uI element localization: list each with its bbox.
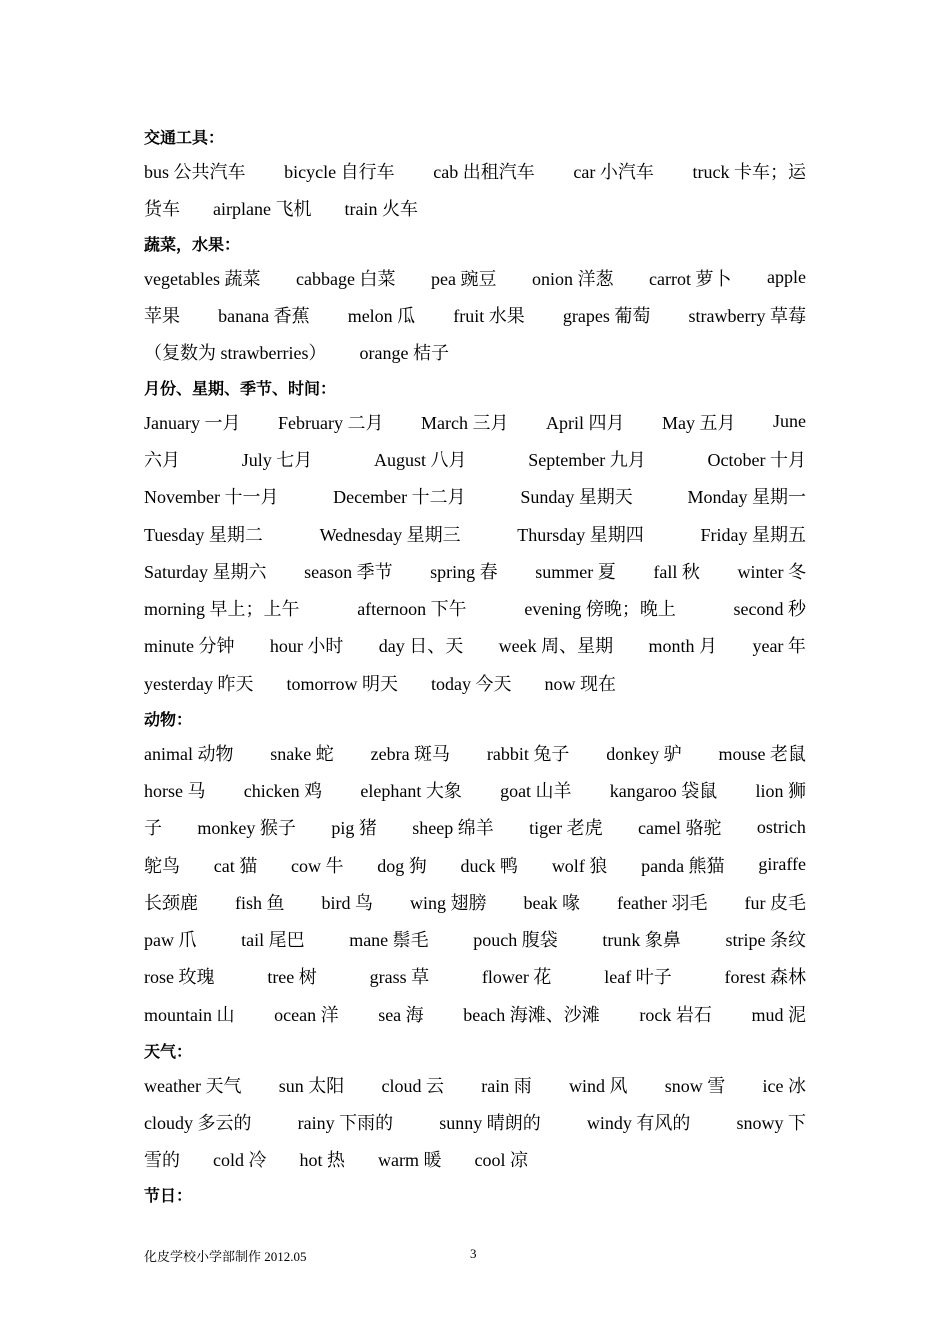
vocab-entry: cloud 云 xyxy=(381,1075,444,1096)
vocab-entry: camel 骆驼 xyxy=(638,818,722,839)
vocab-entry: tree 树 xyxy=(267,967,317,988)
vocab-entry: warm 暖 xyxy=(378,1150,442,1171)
vocab-entry: November 十一月 xyxy=(144,487,279,508)
vocab-entry: evening 傍晚；晚上 xyxy=(524,599,676,620)
vocab-entry: season 季节 xyxy=(304,561,393,582)
vocab-line xyxy=(144,440,806,477)
vocab-entry: car 小汽车 xyxy=(573,161,654,182)
vocab-entry: hot 热 xyxy=(299,1150,346,1171)
vocab-entry: dog 狗 xyxy=(377,855,427,876)
vocab-entry: week 周、星期 xyxy=(498,636,614,657)
vocab-entry: donkey 驴 xyxy=(606,743,682,764)
vocab-entry: stripe 条纹 xyxy=(725,930,806,951)
vocab-entry: Friday 星期五 xyxy=(700,524,806,545)
vocab-entry: weather 天气 xyxy=(144,1075,242,1096)
vocab-entry: carrot 萝卜 xyxy=(649,268,732,289)
vocab-entry: December 十二月 xyxy=(333,487,466,508)
vocab-line xyxy=(144,809,806,846)
section-heading: 月份、星期、季节、时间： xyxy=(144,379,337,398)
vocab-entry: orange 桔子 xyxy=(359,343,449,364)
vocab-entry: September 九月 xyxy=(528,449,646,470)
vocab-entry: fruit 水果 xyxy=(453,305,525,326)
vocab-entry: rose 玫瑰 xyxy=(144,967,215,988)
vocab-entry: snow 雪 xyxy=(664,1075,726,1096)
vocab-entry: zebra 斑马 xyxy=(370,743,451,764)
section xyxy=(144,124,806,227)
section xyxy=(144,375,806,701)
vocab-entry: grass 草 xyxy=(369,967,430,988)
vocab-entry: cow 牛 xyxy=(291,855,344,876)
vocab-entry: tomorrow 明天 xyxy=(286,673,398,694)
vocab-entry: 六月 xyxy=(144,449,180,470)
vocab-entry: mountain 山 xyxy=(144,1004,235,1025)
vocab-entry: feather 羽毛 xyxy=(616,892,708,913)
vocab-line xyxy=(144,883,806,920)
vocab-entry: ocean 洋 xyxy=(274,1004,339,1025)
vocab-entry: August 八月 xyxy=(374,449,467,470)
section xyxy=(144,706,806,1032)
vocab-entry: May 五月 xyxy=(661,412,736,433)
vocab-entry: spring 春 xyxy=(430,561,498,582)
vocab-entry: giraffe xyxy=(758,854,806,875)
vocab-entry: animal 动物 xyxy=(144,743,234,764)
vocab-entry: beach 海滩、沙滩 xyxy=(463,1004,600,1025)
vocab-entry: mane 鬃毛 xyxy=(349,930,429,951)
vocab-entry: year 年 xyxy=(752,636,806,657)
vocab-entry: 鸵鸟 xyxy=(144,855,180,876)
vocab-line xyxy=(144,1103,806,1140)
vocab-entry: sun 太阳 xyxy=(278,1075,345,1096)
vocab-entry: Monday 星期一 xyxy=(687,487,806,508)
vocab-line xyxy=(144,664,806,701)
vocab-entry: cool 凉 xyxy=(474,1150,528,1171)
vocab-entry: now 现在 xyxy=(544,673,616,694)
vocab-entry: month 月 xyxy=(648,636,718,657)
vocab-entry: onion 洋葱 xyxy=(531,268,614,289)
vocab-entry: second 秒 xyxy=(733,599,806,620)
vocab-entry: sunny 晴朗的 xyxy=(439,1112,541,1133)
vocab-line xyxy=(144,334,806,371)
footer-text: 化皮学校小学部制作 2012.05 xyxy=(144,1249,307,1264)
vocab-line xyxy=(144,958,806,995)
vocab-entry: flower 花 xyxy=(481,967,552,988)
vocab-entry: April 四月 xyxy=(545,412,625,433)
vocab-entry: afternoon 下午 xyxy=(357,599,467,620)
vocab-line xyxy=(144,1141,806,1178)
vocab-entry: bicycle 自行车 xyxy=(284,161,395,182)
vocab-entry: October 十月 xyxy=(707,449,806,470)
section-heading: 节日： xyxy=(144,1186,193,1205)
vocab-entry: banana 香蕉 xyxy=(218,305,310,326)
vocab-line xyxy=(144,995,806,1032)
section xyxy=(144,1038,806,1178)
vocab-entry: snake 蛇 xyxy=(270,743,334,764)
vocab-entry: morning 早上；上午 xyxy=(144,599,300,620)
vocab-entry: chicken 鸡 xyxy=(243,780,323,801)
vocab-entry: pig 猪 xyxy=(331,818,377,839)
vocab-line xyxy=(144,734,806,771)
vocab-entry: duck 鸭 xyxy=(460,855,519,876)
vocab-entry: paw 爪 xyxy=(144,930,197,951)
vocab-entry: cloudy 多云的 xyxy=(144,1112,252,1133)
vocab-entry: wing 翅膀 xyxy=(410,892,487,913)
section-heading: 天气： xyxy=(144,1042,193,1061)
vocab-entry: Thursday 星期四 xyxy=(517,524,644,545)
section xyxy=(144,231,806,371)
vocab-entry: March 三月 xyxy=(420,412,509,433)
vocab-entry: summer 夏 xyxy=(535,561,616,582)
vocab-line xyxy=(144,189,806,226)
vocab-line xyxy=(144,296,806,333)
section-heading: 动物： xyxy=(144,710,193,729)
vocab-entry: train 火车 xyxy=(344,198,418,219)
vocab-entry: fish 鱼 xyxy=(235,892,285,913)
vocab-entry: 苹果 xyxy=(144,305,180,326)
vocab-entry: July 七月 xyxy=(241,449,313,470)
vocab-entry: tiger 老虎 xyxy=(529,818,603,839)
vocab-entry: Sunday 星期天 xyxy=(520,487,633,508)
vocab-entry: 雪的 xyxy=(144,1150,180,1171)
vocab-entry: elephant 大象 xyxy=(360,780,462,801)
vocab-entry: winter 冬 xyxy=(737,561,806,582)
vocab-entry: sea 海 xyxy=(378,1004,424,1025)
vocab-entry: 长颈鹿 xyxy=(144,892,198,913)
vocab-entry: kangaroo 袋鼠 xyxy=(609,780,718,801)
vocab-line xyxy=(144,515,806,552)
vocab-line xyxy=(144,259,806,296)
vocab-entry: mud 泥 xyxy=(751,1004,806,1025)
vocab-line xyxy=(144,403,806,440)
vocab-entry: fur 皮毛 xyxy=(744,892,806,913)
vocab-entry: monkey 猴子 xyxy=(197,818,296,839)
vocab-entry: cold 冷 xyxy=(213,1150,267,1171)
vocab-line xyxy=(144,152,806,189)
vocab-entry: 货车 xyxy=(144,198,180,219)
vocab-entry: yesterday 昨天 xyxy=(144,673,254,694)
vocab-line xyxy=(144,846,806,883)
vocab-entry: forest 森林 xyxy=(724,967,806,988)
vocab-entry: panda 熊猫 xyxy=(641,855,725,876)
vocab-entry: goat 山羊 xyxy=(500,780,572,801)
vocab-entry: rainy 下雨的 xyxy=(297,1112,394,1133)
vocab-entry: ostrich xyxy=(756,816,806,837)
vocab-entry: rabbit 兔子 xyxy=(486,743,570,764)
vocab-entry: truck 卡车；运 xyxy=(692,161,806,182)
vocab-entry: （复数为 strawberries） xyxy=(144,343,327,364)
vocab-entry: February 二月 xyxy=(277,412,384,433)
vocab-entry: pea 豌豆 xyxy=(430,268,497,289)
vocab-line xyxy=(144,1066,806,1103)
vocab-entry: bus 公共汽车 xyxy=(144,161,246,182)
vocab-entry: rock 岩石 xyxy=(639,1004,712,1025)
vocab-entry: wolf 狼 xyxy=(551,855,608,876)
vocab-entry: leaf 叶子 xyxy=(604,967,672,988)
vocab-entry: rain 雨 xyxy=(481,1075,532,1096)
vocab-entry: wind 风 xyxy=(568,1075,628,1096)
vocab-entry: cab 出租汽车 xyxy=(433,161,535,182)
vocab-entry: melon 瓜 xyxy=(347,305,416,326)
vocab-entry: vegetables 蔬菜 xyxy=(144,268,261,289)
vocab-entry: Wednesday 星期三 xyxy=(319,524,461,545)
vocab-entry: fall 秋 xyxy=(653,561,700,582)
vocab-line xyxy=(144,589,806,626)
vocab-entry: beak 喙 xyxy=(523,892,580,913)
vocab-entry: windy 有风的 xyxy=(586,1112,691,1133)
vocab-entry: January 一月 xyxy=(144,412,241,433)
vocab-entry: hour 小时 xyxy=(269,636,344,657)
vocab-entry: apple xyxy=(766,267,806,288)
vocab-entry: pouch 腹袋 xyxy=(473,930,558,951)
vocab-entry: cabbage 白菜 xyxy=(295,268,396,289)
vocab-entry: mouse 老鼠 xyxy=(718,743,806,764)
vocab-entry: tail 尾巴 xyxy=(241,930,305,951)
vocab-line xyxy=(144,478,806,515)
vocab-entry: lion 狮 xyxy=(755,780,806,801)
vocab-entry: grapes 葡萄 xyxy=(562,305,651,326)
section xyxy=(144,1182,806,1210)
vocab-entry: bird 鸟 xyxy=(321,892,373,913)
vocab-entry: today 今天 xyxy=(430,673,512,694)
vocab-entry: cat 猫 xyxy=(213,855,258,876)
vocab-line xyxy=(144,552,806,589)
vocab-entry: minute 分钟 xyxy=(144,636,235,657)
vocab-entry: Saturday 星期六 xyxy=(144,561,267,582)
vocab-line xyxy=(144,771,806,808)
vocab-entry: June xyxy=(772,411,806,432)
vocab-entry: trunk 象鼻 xyxy=(602,930,681,951)
vocab-entry: 子 xyxy=(144,818,162,839)
vocab-line xyxy=(144,920,806,957)
vocab-entry: airplane 飞机 xyxy=(213,198,312,219)
vocab-entry: ice 冰 xyxy=(762,1075,806,1096)
vocab-line xyxy=(144,627,806,664)
section-heading: 交通工具： xyxy=(144,128,225,147)
page-number: 3 xyxy=(470,1246,477,1261)
vocab-entry: day 日、天 xyxy=(378,636,464,657)
section-heading: 蔬菜，水果： xyxy=(144,235,241,254)
vocab-entry: snowy 下 xyxy=(736,1112,806,1133)
vocab-entry: sheep 绵羊 xyxy=(412,818,494,839)
vocab-entry: horse 马 xyxy=(144,780,206,801)
vocab-entry: Tuesday 星期二 xyxy=(144,524,263,545)
vocab-entry: strawberry 草莓 xyxy=(688,305,806,326)
